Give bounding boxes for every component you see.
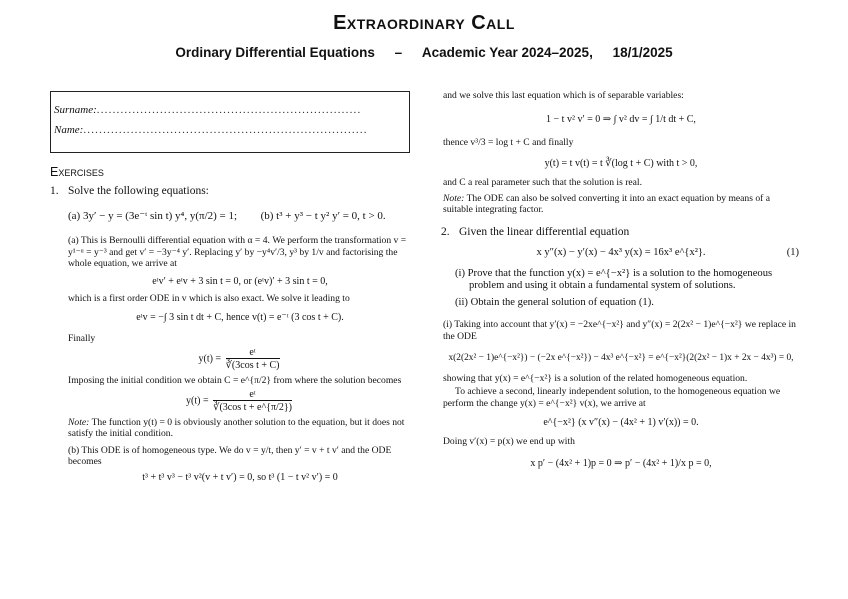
fraction-numerator: eᵗ [249,388,256,400]
exercise-2-number: 2. [441,225,450,238]
surname-row [54,104,361,116]
section-heading: Exercises [50,165,104,179]
student-name-box [50,91,410,153]
doing-text: Doing v′(x) = p(x) we end up with [443,436,575,448]
subtitle-dash: – [394,45,403,60]
solution-b-intro: (b) This ODE is of homogeneous type. We do v = y/t, then y′ = v + t v′ and the ODE becomes [68,444,392,468]
equation-solution-b: y(t) = t v(t) = t ∛(log t + C) with t > 0, [544,158,698,170]
equation-first-order: x p′ − (4x² + 1)p = 0 ⇒ p′ − (4x² + 1)/x p = 0, [530,458,712,470]
exercise-1 [50,185,412,197]
exercise-2 [441,226,799,238]
note-paragraph [443,193,799,216]
equation-verification: x(2(2x² − 1)e^{−x²}) − (−2x e^{−x²}) − 4x³ e^{−x²} = e^{−x²}(2(2x² − 1)x + 2x − 4x³) = 0, [448,352,794,363]
equation-lhs: y(t) = [198,353,222,365]
fraction-numerator: eᵗ [249,346,256,358]
name-label: Name: [54,124,84,136]
equation-reduced: e^{−x²} (x v″(x) − (4x² + 1) v′(x)) = 0. [543,417,699,429]
fraction-denominator: ∛(3cos t + e^{π/2}) [213,401,292,413]
exercise-1-equations [50,209,412,222]
solution-block [68,235,412,483]
equation-general-solution [68,347,412,371]
page-title: Extraordinary Call [333,12,515,34]
finally-text: Finally [68,333,96,345]
exercise-1-text: Solve the following equations: [68,185,209,197]
achieve-text: To achieve a second, linearly independent solution, to the homogeneous equation we perform the change y(x) = e^{−x²} v(x), we arrive at [443,386,781,409]
initial-condition-text: Imposing the initial condition we obtain C = e^{π/2} from where the solution becomes [68,374,402,386]
equation-lhs: y(t) = [186,394,209,406]
equation-particular-solution [68,389,412,413]
exercise-2-text: Given the linear differential equation [459,225,630,238]
equation-separable: 1 − t v² v′ = 0 ⇒ ∫ v² dv = ∫ 1/t dt + C, [546,113,696,125]
thence-text: thence v³/3 = log t + C and finally [443,136,574,148]
note-text: The ODE can also be solved converting it into an exact equation by means of a suitable integrating factor. [443,192,771,216]
name-row [54,124,368,136]
solution-a-intro: (a) This is Bernoulli differential equation with α = 4. We perform the transformation v = y¹⁻ᵅ = y⁻³ and get v′ = −3y⁻⁴ y′. Replacing y′ by −y⁴v′/3, y³ by 1/v and factorising the whole equation, we arrive at [68,235,407,270]
page-subtitle [0,45,848,60]
left-column [50,165,412,487]
equation-homogeneous: t³ + t³ v³ − t³ v²(v + t v′) = 0, so t³ (1 − t v² v′) = 0 [142,471,338,483]
equation-integral: eᵗv = −∫ 3 sin t dt + C, hence v(t) = e⁻ᵗ (3 cos t + C). [136,312,344,324]
exercise-2-item-i: (i) Prove that the function y(x) = e^{−x²} is a solution to the homogeneous problem and using it obtain a fundamental system of solutions. [455,267,773,292]
surname-label: Surname: [54,104,97,116]
separable-text: and we solve this last equation which is of separable variables: [443,90,684,101]
fraction [226,347,280,371]
solution-i-intro: (i) Taking into account that y′(x) = −2xe^{−x²} and y″(x) = 2(2x² − 1)e^{−x²} we replace in the ODE [443,319,796,343]
equation-1-body: x y″(x) − y′(x) − 4x³ y(x) = 16x³ e^{x²}. [536,246,706,258]
showing-text: showing that y(x) = e^{−x²} is a solution of the related homogeneous equation. [443,372,748,384]
equation-bernoulli: eᵗv′ + eᵗv + 3 sin t = 0, or (eᵗv)′ + 3 sin t = 0, [152,275,328,287]
real-parameter-text: and C a real parameter such that the solution is real. [443,177,643,189]
solution-a-exact: which is a first order ODE in v which is also exact. We solve it leading to [68,292,350,304]
equation-1-tag: (1) [786,246,799,258]
academic-year: Academic Year 2024–2025, [421,45,593,60]
equation-b: (b) t³ + y³ − t y² y′ = 0, t > 0. [260,210,386,222]
course-name: Ordinary Differential Equations [175,45,375,60]
note-label: Note: [443,192,465,204]
surname-dots: ................................................................... [96,104,362,116]
note-label: Note: [68,416,90,428]
exercise-1-number: 1. [50,185,59,197]
equation-a: (a) 3y′ − y = (3e⁻ᵗ sin t) y⁴, y(π/2) = 1; [68,210,238,222]
exam-date: 18/1/2025 [612,45,673,60]
fraction [213,389,292,413]
fraction-denominator: ∛(3cos t + C) [225,359,280,371]
equation-1 [443,247,799,258]
name-dots: ........................................................................ [83,124,368,136]
note-paragraph [68,417,412,440]
note-text: The function y(t) = 0 is obviously another solution to the equation, but it does not satisfy the initial condition. [68,416,405,440]
exercise-2-item-ii: (ii) Obtain the general solution of equation (1). [455,296,654,308]
right-column [443,90,799,479]
